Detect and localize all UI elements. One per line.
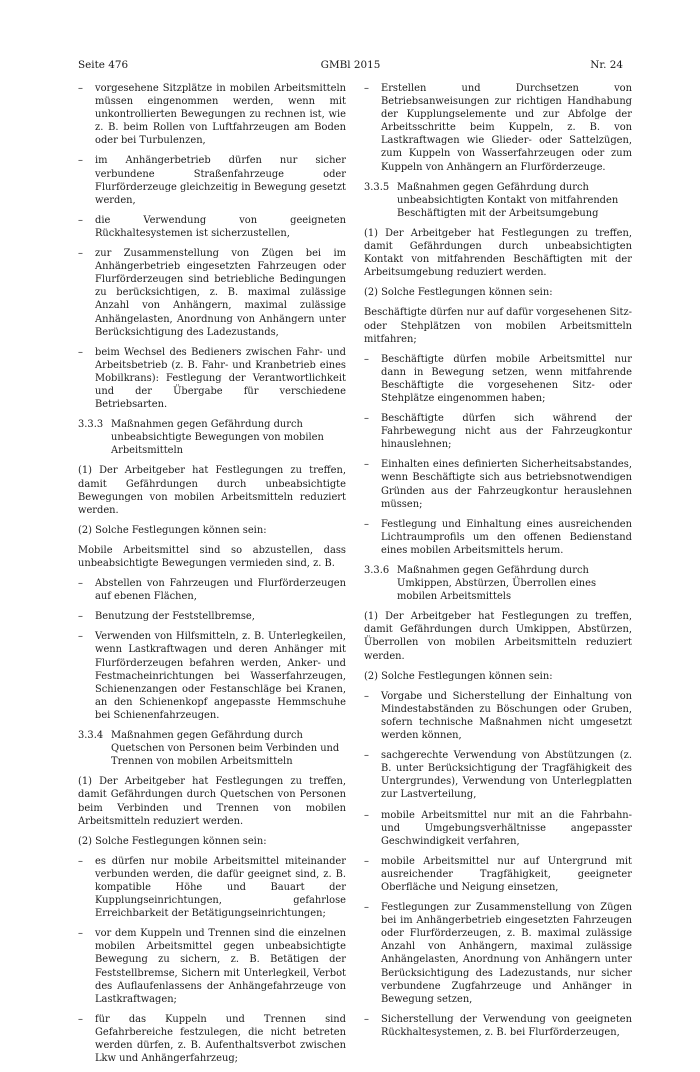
paragraph: Beschäftigte dürfen nur auf dafür vorgesehenen Sitz- oder Stehplätzen von mobilen Arbeitsmitteln mitfahren;: [364, 307, 632, 345]
bullet-list: [78, 855, 346, 1065]
list-item: – Erstellen und Durchsetzen von Betriebsanweisungen zur richtigen Handhabung der Kupplungselemente und zur Abfolge der Arbeitsschritte beim Kuppeln, z. B. von Lastkraftwagen wie Glieder- oder Sattelzügen, zum Kuppeln von Wasserfahrzeugen oder zum Kuppeln von Anhängern an Flurförderzeuge.: [364, 82, 632, 174]
section-heading-3-3-3: [78, 418, 346, 457]
journal-name: GMBl 2015: [320, 59, 381, 71]
section-title: Maßnahmen gegen Gefährdung durch unbeabsichtigten Kontakt von mitfahrenden Beschäftigten mit der Arbeitsumgebung: [397, 181, 619, 219]
list-item: – zur Zusammenstellung von Zügen bei im Anhängerbetrieb eingesetzten Fahrzeugen oder Flurförderzeugen sind betriebliche Bedingungen zu berücksichtigen, z. B. maximal zulässige Anzahl von Anhängern, maximal zulässige Anhängelasten, Anordnung von Anhängern unter Berücksichtigung des Ladezustands,: [78, 247, 346, 339]
list-item: – die Verwendung von geeigneten Rückhaltesystemen ist sicherzustellen,: [78, 214, 346, 240]
list-item: – Benutzung der Feststellbremse,: [78, 610, 346, 623]
section-title: Maßnahmen gegen Gefährdung durch unbeabsichtigte Bewegungen von mobilen Arbeitsmitteln: [111, 419, 324, 457]
section-title: Maßnahmen gegen Gefährdung durch Quetschen von Personen beim Verbinden und Trennen von mobilen Arbeitsmitteln: [111, 730, 340, 768]
list-item: – mobile Arbeitsmittel nur auf Untergrund mit ausreichender Tragfähigkeit, geeigneter Oberfläche und Neigung einsetzen,: [364, 855, 632, 894]
section-heading-3-3-4: [78, 729, 346, 768]
list-item: – Sicherstellung der Verwendung von geeigneten Rückhaltesystemen, z. B. bei Flurförderzeugen,: [364, 1013, 632, 1039]
paragraph: (2) Solche Festlegungen können sein:: [364, 287, 553, 299]
section-heading-3-3-5: [364, 181, 632, 220]
paragraph: (1) Der Arbeitgeber hat Festlegungen zu treffen, damit Gefährdungen durch Quetschen von Personen beim Verbinden und Trennen von mobilen Arbeitsmitteln reduziert werden.: [78, 776, 346, 827]
bullet-list: [364, 690, 632, 1039]
list-item: – beim Wechsel des Bedieners zwischen Fahr- und Arbeitsbetrieb (z. B. Fahr- und Kranbetrieb eines Mobilkrans): Festlegung der Verantwortlichkeit und der Übergabe für verschiedene Betriebsarten.: [78, 346, 346, 411]
bullet-list: [78, 82, 346, 411]
list-item: – sachgerechte Verwendung von Abstützungen (z. B. unter Berücksichtigung der Tragfähigkeit des Untergrundes), Verwendung von Unterlegplatten zur Lastverteilung,: [364, 749, 632, 801]
section-heading-3-3-6: [364, 564, 632, 603]
section-title: Maßnahmen gegen Gefährdung durch Umkippen, Abstürzen, Überrollen eines mobilen Arbeitsmittels: [397, 565, 597, 603]
paragraph: (1) Der Arbeitgeber hat Festlegungen zu treffen, damit Gefährdungen durch Umkippen, Abstürzen, Überrollen von mobilen Arbeitsmitteln reduziert werden.: [364, 611, 632, 662]
page-number: Seite 476: [78, 59, 129, 71]
paragraph: (1) Der Arbeitgeber hat Festlegungen zu treffen, damit Gefährdungen durch unbeabsichtigten Kontakt von mitfahrenden Beschäftigten mit der Arbeitsumgebung reduziert werden.: [364, 227, 632, 279]
paragraph: (1) Der Arbeitgeber hat Festlegungen zu treffen, damit Gefährdungen durch unbeabsichtigte Bewegungen von mobilen Arbeitsmitteln reduziert werden.: [78, 465, 346, 516]
list-item: – für das Kuppeln und Trennen sind Gefahrbereiche festzulegen, die nicht betreten werden dürfen, z. B. Aufenthaltsverbot zwischen Lkw und Anhängerfahrzeug;: [78, 1013, 346, 1065]
issue-number: Nr. 24: [590, 59, 623, 71]
section-number: 3.3.3: [78, 419, 104, 431]
running-header: [78, 58, 623, 72]
list-item: – im Anhängerbetrieb dürfen nur sicher verbundene Straßenfahrzeuge oder Flurförderzeuge gleichzeitig in Bewegung gesetzt werden,: [78, 154, 346, 206]
paragraph: Mobile Arbeitsmittel sind so abzustellen, dass unbeabsichtigte Bewegungen vermieden sind, z. B.: [78, 544, 346, 569]
left-column: [78, 82, 346, 1072]
list-item: – Verwenden von Hilfsmitteln, z. B. Unterlegkeilen, wenn Lastkraftwagen und deren Anhänger mit Flurförderzeugen befahren werden, Anker- und Festmacheinrichtungen bei Wasserfahrzeugen, Schienenzangen oder Festanschläge bei Kranen, an den Schienenkopf angepasste Hemmschuhe bei Schienenfahrzeugen.: [78, 630, 346, 722]
list-item: – vor dem Kuppeln und Trennen sind die einzelnen mobilen Arbeitsmittel gegen unbeabsichtigte Bewegung zu sichern, z. B. Betätigen der Feststellbremse, Sichern mit Unterlegkeil, Verbot des Auflaufenlassens der Anhängefahrzeuge von Lastkraftwagen;: [78, 927, 346, 1006]
paragraph: (2) Solche Festlegungen können sein:: [78, 524, 267, 536]
list-item: – Einhalten eines definierten Sicherheitsabstandes, wenn Beschäftigte sich aus betriebsnotwendigen Gründen aus der Fahrzeugkontur herauslehnen müssen;: [364, 458, 632, 510]
right-column: [364, 82, 632, 1046]
bullet-list: [364, 353, 632, 557]
list-item: – vorgesehene Sitzplätze in mobilen Arbeitsmitteln müssen eingenommen werden, wenn mit unkontrollierten Bewegungen zu rechnen ist, wie z. B. beim Rollen von Luftfahrzeugen am Boden oder bei Turbulenzen,: [78, 82, 346, 147]
list-item: – Beschäftigte dürfen mobile Arbeitsmittel nur dann in Bewegung setzen, wenn mitfahrende Beschäftigte die vorgesehenen Sitz- oder Stehplätze eingenommen haben;: [364, 353, 632, 405]
list-item: – mobile Arbeitsmittel nur mit an die Fahrbahn- und Umgebungsverhältnisse angepasster Geschwindigkeit verfahren,: [364, 809, 632, 848]
bullet-list: [78, 577, 346, 722]
list-item: – Festlegung und Einhaltung eines ausreichenden Lichtraumprofils um den offenen Bedienstand eines mobilen Arbeitsmittels herum.: [364, 518, 632, 557]
paragraph: (2) Solche Festlegungen können sein:: [78, 835, 267, 847]
bullet-list: [364, 82, 632, 174]
section-number: 3.3.4: [78, 730, 104, 742]
list-item: – Festlegungen zur Zusammenstellung von Zügen bei im Anhängerbetrieb eingesetzten Fahrzeugen oder Flurförderzeugen, z. B. maximal zulässige Anzahl von Anhängern, maximal zulässige Anhängelasten, Anordnung von Anhängern unter Berücksichtigung des Ladezustands, nur sicher verbundene Zugfahrzeuge und Anhänger in Bewegung setzen,: [364, 901, 632, 1006]
list-item: – Vorgabe und Sicherstellung der Einhaltung von Mindestabständen zu Böschungen oder Gruben, sofern technische Maßnahmen nicht umgesetzt werden können,: [364, 690, 632, 742]
list-item: – Abstellen von Fahrzeugen und Flurförderzeugen auf ebenen Flächen,: [78, 577, 346, 603]
list-item: – es dürfen nur mobile Arbeitsmittel miteinander verbunden werden, die dafür geeignet sind, z. B. kompatible Höhe und Bauart der Kupplungseinrichtungen, gefahrlose Erreichbarkeit der Betätigungseinrichtungen;: [78, 855, 346, 920]
list-item: – Beschäftigte dürfen sich während der Fahrbewegung nicht aus der Fahrzeugkontur hinauslehnen;: [364, 412, 632, 451]
section-number: 3.3.5: [364, 181, 390, 193]
section-number: 3.3.6: [364, 565, 390, 576]
paragraph: (2) Solche Festlegungen können sein:: [364, 670, 553, 682]
